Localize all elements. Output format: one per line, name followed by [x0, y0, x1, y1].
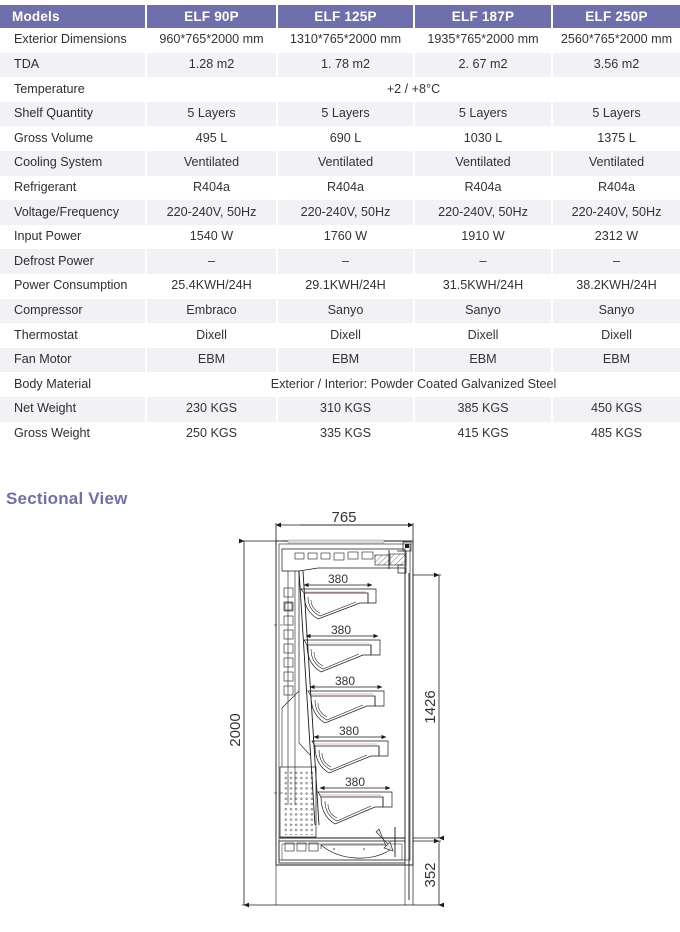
dimension-height-2000 — [242, 541, 413, 905]
table-row — [0, 323, 680, 348]
row-value: Ventilated — [552, 151, 680, 176]
row-value: 2312 W — [552, 225, 680, 250]
dimension-label-shelf-3: 380 — [334, 674, 356, 688]
row-value: 5 Layers — [146, 102, 277, 127]
table-row — [0, 176, 680, 201]
row-value: – — [146, 249, 277, 274]
dimension-label-765: 765 — [331, 509, 357, 526]
row-value: R404a — [414, 176, 552, 201]
row-value: 2560*765*2000 mm — [552, 28, 680, 53]
dimension-label-shelf-5: 380 — [344, 775, 366, 789]
header-cell-models: Models — [0, 5, 146, 28]
row-value: 450 KGS — [552, 397, 680, 422]
row-value: Ventilated — [277, 151, 414, 176]
row-value: 250 KGS — [146, 422, 277, 447]
row-label: Gross Weight — [14, 425, 91, 440]
row-value: Ventilated — [414, 151, 552, 176]
table-row — [0, 372, 680, 397]
row-value: 1. 78 m2 — [277, 53, 414, 78]
row-value: 690 L — [277, 126, 414, 151]
row-value: 220-240V, 50Hz — [414, 200, 552, 225]
specifications-table-container — [0, 5, 680, 446]
row-label: Cooling System — [0, 151, 146, 176]
row-label: Input Power — [14, 229, 82, 244]
perforated-duct — [280, 767, 316, 837]
dimension-label-shelf-1: 380 — [327, 572, 349, 586]
row-value: Dixell — [146, 323, 277, 348]
table-row — [0, 102, 680, 127]
row-value: R404a — [277, 176, 414, 201]
base-deck — [276, 827, 405, 905]
table-row — [0, 348, 680, 373]
row-value: Embraco — [146, 299, 277, 324]
row-label: Refrigerant — [14, 179, 77, 194]
row-value: R404a — [552, 176, 680, 201]
dimension-label-2000: 2000 — [227, 713, 244, 747]
table-row — [0, 151, 680, 176]
sectional-view-drawing — [200, 505, 680, 932]
table-row — [0, 299, 680, 324]
airflow-arrow-icon — [376, 829, 393, 851]
row-value-spanned: Exterior / Interior: Powder Coated Galvanized Steel — [146, 372, 680, 397]
table-row — [0, 225, 680, 250]
row-value: 1760 W — [277, 225, 414, 250]
table-row — [0, 126, 680, 151]
row-label: TDA — [0, 53, 146, 78]
row-value: EBM — [277, 348, 414, 373]
table-header — [0, 5, 680, 28]
row-value: 220-240V, 50Hz — [277, 200, 414, 225]
table-row — [0, 200, 680, 225]
row-value: 5 Layers — [552, 102, 680, 127]
row-label: Thermostat — [14, 327, 78, 342]
row-value: 2. 67 m2 — [414, 53, 552, 78]
row-label: Shelf Quantity — [0, 102, 146, 127]
dimension-label-shelf-4: 380 — [338, 724, 360, 738]
row-label: Gross Volume — [14, 130, 94, 145]
row-label: Fan Motor — [0, 348, 146, 373]
row-value: Dixell — [414, 323, 552, 348]
row-value: 495 L — [146, 126, 277, 151]
row-value: 1910 W — [414, 225, 552, 250]
table-row — [0, 422, 680, 447]
row-label: Temperature — [14, 81, 85, 96]
header-cell-model-1: ELF 90P — [146, 5, 277, 28]
row-label: Compressor — [0, 299, 146, 324]
row-label: Body Material — [14, 376, 91, 391]
row-value: 485 KGS — [552, 422, 680, 447]
row-value: 5 Layers — [277, 102, 414, 127]
row-value: 220-240V, 50Hz — [552, 200, 680, 225]
row-value: – — [277, 249, 414, 274]
shelf-5 — [318, 775, 392, 824]
row-label: Voltage/Frequency — [0, 200, 146, 225]
row-label: Power Consumption — [14, 278, 128, 293]
sectional-view-heading: Sectional View — [6, 489, 128, 508]
row-value: Sanyo — [277, 299, 414, 324]
row-value: EBM — [552, 348, 680, 373]
dimension-label-shelf-2: 380 — [330, 623, 352, 637]
row-value: EBM — [146, 348, 277, 373]
table-row — [0, 28, 680, 53]
table-row — [0, 397, 680, 422]
row-value: 1310*765*2000 mm — [277, 28, 414, 53]
cabinet-section-svg — [200, 505, 680, 932]
row-value: Sanyo — [414, 299, 552, 324]
row-value: 310 KGS — [277, 397, 414, 422]
shelf-4 — [312, 724, 388, 773]
row-value: 31.5KWH/24H — [414, 274, 552, 299]
row-value: 220-240V, 50Hz — [146, 200, 277, 225]
row-value: 1.28 m2 — [146, 53, 277, 78]
row-value-spanned: +2 / +8°C — [146, 77, 680, 102]
table-row — [0, 274, 680, 299]
specifications-table — [0, 5, 680, 446]
row-value: 230 KGS — [146, 397, 277, 422]
row-value: 415 KGS — [414, 422, 552, 447]
header-cell-model-3: ELF 187P — [414, 5, 552, 28]
table-header-row — [0, 5, 680, 28]
row-label: Net Weight — [0, 397, 146, 422]
row-label: Exterior Dimensions — [14, 32, 127, 47]
header-cell-model-4: ELF 250P — [552, 5, 680, 28]
row-value: Ventilated — [146, 151, 277, 176]
row-value: 29.1KWH/24H — [277, 274, 414, 299]
row-value: 5 Layers — [414, 102, 552, 127]
row-value: R404a — [146, 176, 277, 201]
row-value: 1030 L — [414, 126, 552, 151]
table-row — [0, 77, 680, 102]
row-value: 1935*765*2000 mm — [414, 28, 552, 53]
row-value: EBM — [414, 348, 552, 373]
row-value: Sanyo — [552, 299, 680, 324]
row-value: – — [552, 249, 680, 274]
row-value: 1375 L — [552, 126, 680, 151]
row-value: Dixell — [552, 323, 680, 348]
dimension-label-352: 352 — [422, 862, 439, 888]
header-cell-model-2: ELF 125P — [277, 5, 414, 28]
row-value: 3.56 m2 — [552, 53, 680, 78]
row-label: Defrost Power — [0, 249, 146, 274]
table-row — [0, 249, 680, 274]
row-value: Dixell — [277, 323, 414, 348]
row-value: 335 KGS — [277, 422, 414, 447]
shelf-3 — [308, 674, 384, 723]
table-body — [0, 28, 680, 446]
table-row — [0, 53, 680, 78]
shelf-1 — [301, 572, 376, 619]
row-value: 25.4KWH/24H — [146, 274, 277, 299]
row-value: 38.2KWH/24H — [552, 274, 680, 299]
row-value: 1540 W — [146, 225, 277, 250]
row-value: 960*765*2000 mm — [146, 28, 277, 53]
row-value: 385 KGS — [414, 397, 552, 422]
row-value: – — [414, 249, 552, 274]
dimension-label-1426: 1426 — [422, 690, 439, 724]
shelf-2 — [304, 623, 380, 672]
